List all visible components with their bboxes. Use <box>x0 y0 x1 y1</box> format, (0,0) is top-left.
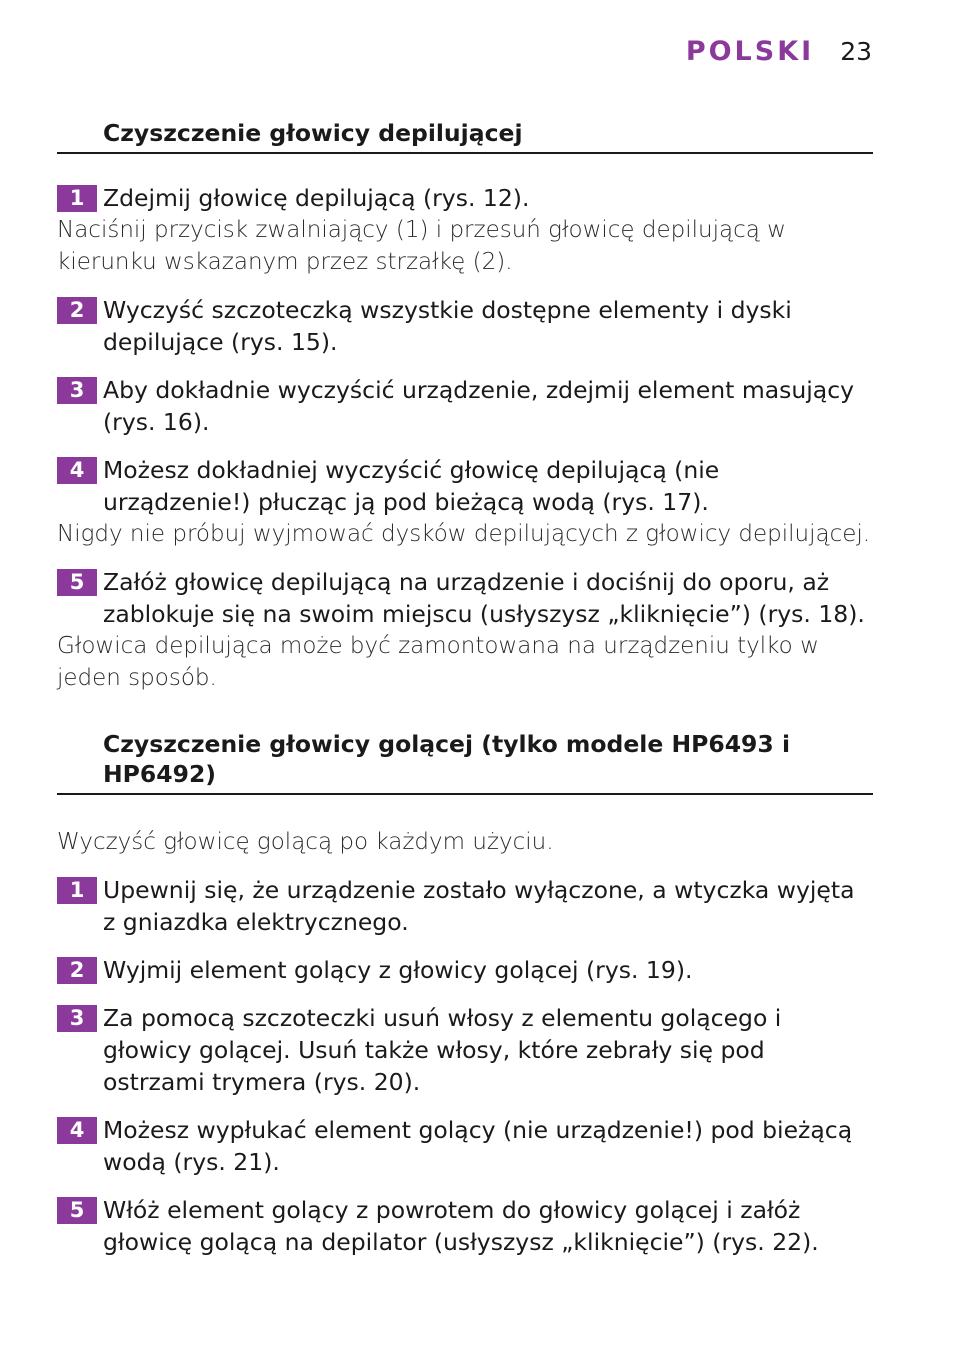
language-label: POLSKI <box>685 36 815 67</box>
list-item <box>57 954 873 986</box>
list-item <box>57 1002 873 1098</box>
list-item <box>57 294 873 358</box>
step-number-badge: 5 <box>57 1197 97 1224</box>
step-number-badge: 3 <box>57 377 97 404</box>
step-number-badge: 2 <box>57 297 97 324</box>
page-header <box>686 36 872 67</box>
section-intro: Wyczyść głowicę golącą po każdym użyciu. <box>57 829 554 855</box>
section-depilating-head <box>57 118 873 154</box>
list-item <box>57 1194 873 1258</box>
list-item <box>57 874 873 938</box>
step-text: Załóż głowicę depilującą na urządzenie i dociśnij do oporu, aż zablokuje się na swoim miejscu (usłyszysz „kliknięcie”) (rys. 18). <box>103 568 865 628</box>
list-item <box>57 182 873 214</box>
list-item <box>57 374 873 438</box>
step-number-badge: 4 <box>57 457 97 484</box>
step-number-badge: 1 <box>57 185 97 212</box>
page-number: 23 <box>840 37 872 66</box>
step-number-badge: 1 <box>57 877 97 904</box>
step-text: Możesz wypłukać element golący (nie urządzenie!) pod bieżącą wodą (rys. 21). <box>103 1116 853 1176</box>
step-number-badge: 4 <box>57 1117 97 1144</box>
step-text: Włóż element golący z powrotem do głowicy golącej i załóż głowicę golącą na depilator (usłyszysz „kliknięcie”) (rys. 22). <box>103 1196 819 1256</box>
step-list-2 <box>57 826 873 1258</box>
step-note: Głowica depilująca może być zamontowana na urządzeniu tylko w jeden sposób. <box>57 633 819 691</box>
step-number-badge: 3 <box>57 1005 97 1032</box>
list-item <box>57 1114 873 1178</box>
step-number-badge: 2 <box>57 957 97 984</box>
step-text: Możesz dokładniej wyczyścić głowicę depilującą (nie urządzenie!) płucząc ją pod bieżącą wodą (rys. 17). <box>103 456 720 516</box>
step-text: Wyjmij element golący z głowicy golącej (rys. 19). <box>103 956 693 984</box>
step-text: Za pomocą szczoteczki usuń włosy z elementu golącego i głowicy golącej. Usuń także włosy, które zebrały się pod ostrzami trymera (rys. 20). <box>103 1004 782 1096</box>
section-title: Czyszczenie głowicy golącej (tylko modele HP6493 i HP6492) <box>57 729 873 795</box>
list-item <box>57 454 873 518</box>
step-text: Upewnij się, że urządzenie zostało wyłączone, a wtyczka wyjęta z gniazdka elektrycznego. <box>103 876 855 936</box>
list-item <box>57 566 873 630</box>
section-shaving-head <box>57 729 873 795</box>
step-note: Nigdy nie próbuj wyjmować dysków depilujących z głowicy depilującej. <box>57 521 871 547</box>
step-text: Wyczyść szczoteczką wszystkie dostępne elementy i dyski depilujące (rys. 15). <box>103 296 792 356</box>
step-list-1 <box>57 182 873 694</box>
step-number-badge: 5 <box>57 569 97 596</box>
step-text: Zdejmij głowicę depilującą (rys. 12). <box>103 184 530 212</box>
step-text: Aby dokładnie wyczyścić urządzenie, zdejmij element masujący (rys. 16). <box>103 376 855 436</box>
section-title: Czyszczenie głowicy depilującej <box>57 118 873 154</box>
step-note: Naciśnij przycisk zwalniający (1) i przesuń głowicę depilującą w kierunku wskazanym przez strzałkę (2). <box>57 217 786 275</box>
